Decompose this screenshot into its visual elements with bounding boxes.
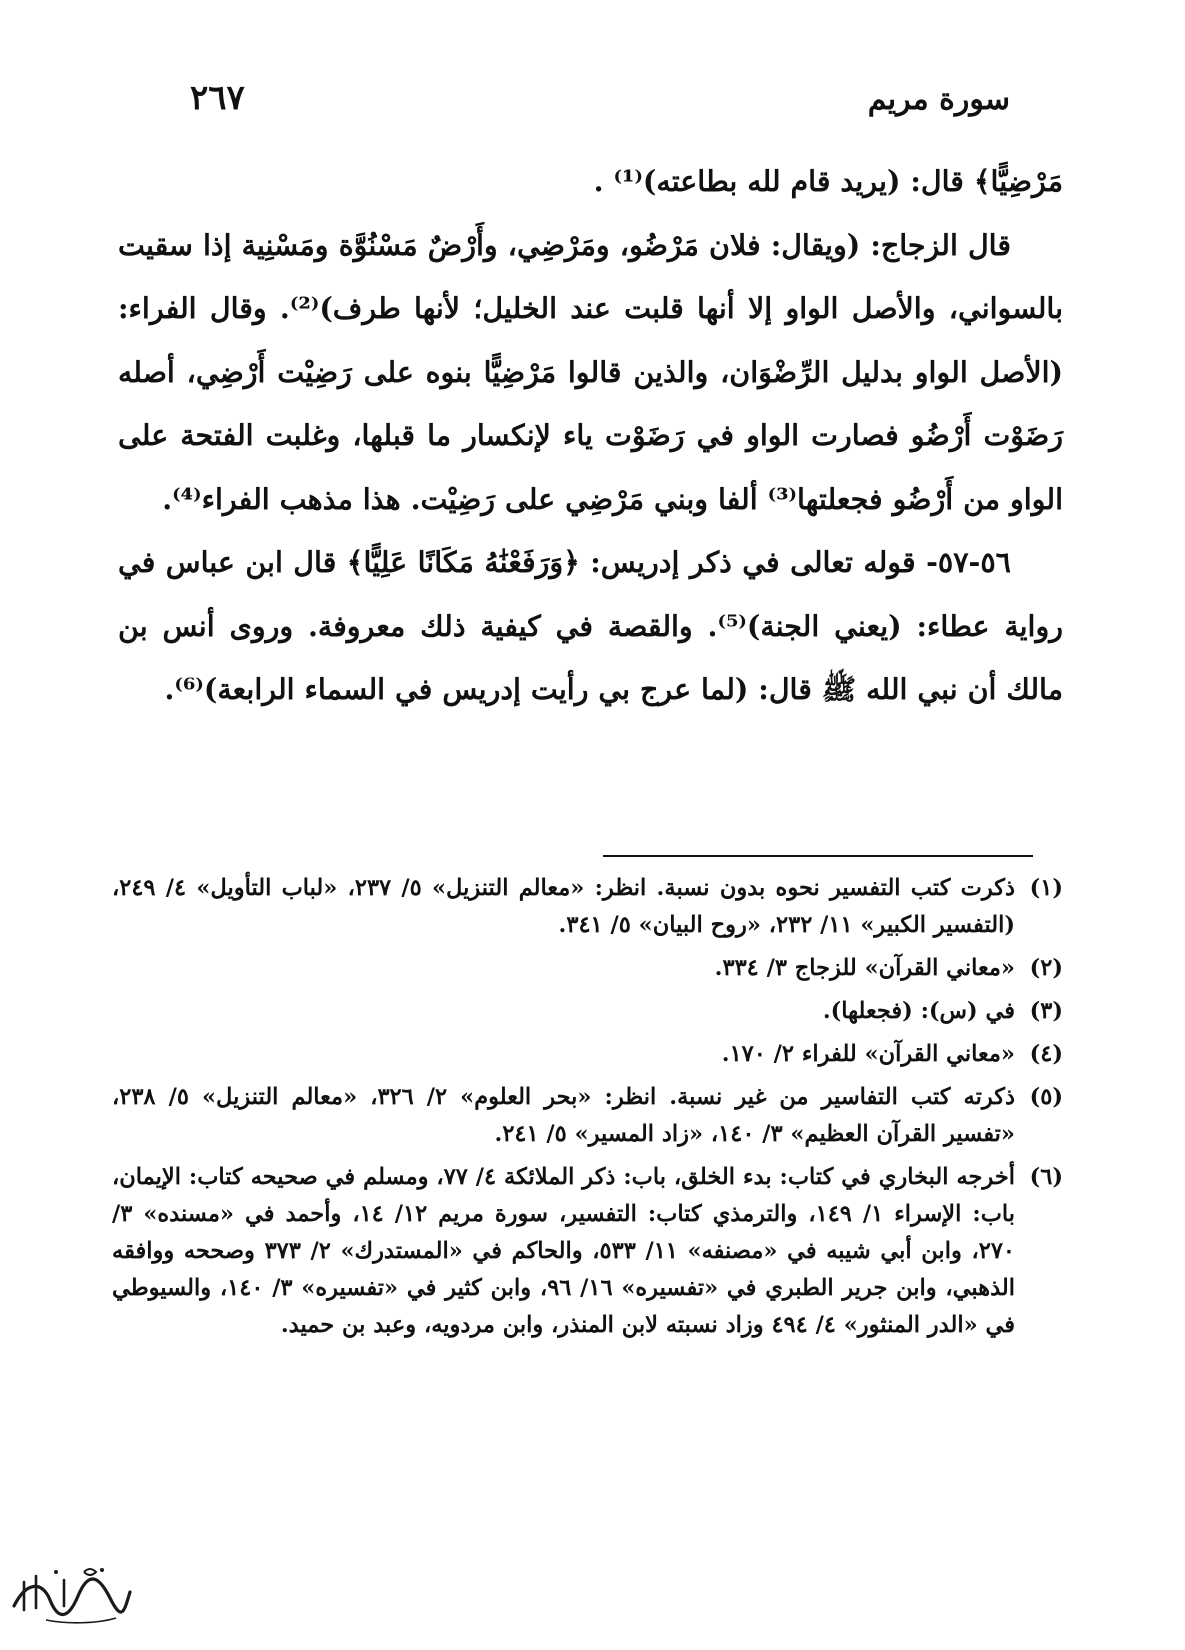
footnote-text: في (س): (فجعلها). [822,998,1015,1024]
footnote-number: (١) [1029,875,1063,901]
footnote-text: «معاني القرآن» للفراء ٢/ ١٧٠. [721,1041,1015,1067]
body-paragraph: مَرْضِيًّا﴾ قال: (يريد قام لله بطاعته)⁽¹⁾ . [593,164,1063,198]
footnote [112,1159,1063,1344]
page-number: ٢٦٧ [190,78,245,118]
footnote [112,1036,1063,1073]
footnote-number: (٦) [1029,1164,1063,1190]
running-title: سورة مريم [867,82,1010,117]
footnote-text: ذكرت كتب التفسير نحوه بدون نسبة. انظر: «معالم التنزيل» ٥/ ٢٣٧، «لباب التأويل» ٤/ ٢٤٩، (التفسير الكبير» ١١/ ٢٣٢، «روح البيان» ٥/ ٣٤١. [112,875,1015,938]
main-body [118,150,1063,722]
footnote [112,950,1063,987]
footnote-number: (٥) [1029,1084,1063,1110]
footnote-number: (٢) [1029,955,1063,981]
footnote-text: أخرجه البخاري في كتاب: بدء الخلق، باب: ذكر الملائكة ٤/ ٧٧، ومسلم في صحيحه كتاب: الإيمان، باب: الإسراء ١/ ١٤٩، والترمذي كتاب: التفسير، سورة مريم ١٢/ ١٤، وأحمد في «مسنده» ٣/ ٢٧٠، وابن أبي شيبه في «مصنفه» ١١/ ٥٣٣، والحاكم في «المستدرك» ٢/ ٣٧٣ وصححه ووافقه الذهبي، وابن جرير الطبري في «تفسيره» ١٦/ ٩٦، وابن كثير في «تفسيره» ٣/ ١٤٠، والسيوطي في «الدر المنثور» ٤/ ٤٩٤ وزاد نسبته لابن المنذر، وابن مردويه، وعبد بن حميد. [112,1164,1015,1338]
footnote-number: (٣) [1029,998,1063,1024]
footnote-separator [603,855,1033,857]
body-paragraph: ٥٦-٥٧- قوله تعالى في ذكر إدريس: ﴿وَرَفَعْنَٰهُ مَكَانًا عَلِيًّا﴾ قال ابن عباس في رواية عطاء: (يعني الجنة)⁽⁵⁾. والقصة في كيفية ذلك معروفة. وروى أنس بن مالك أن نبي الله ﷺ قال: (لما عرج بي رأيت إدريس في السماء الرابعة)⁽⁶⁾. [118,545,1063,706]
footnote-text: «معاني القرآن» للزجاج ٣/ ٣٣٤. [714,955,1015,981]
footnote [112,993,1063,1030]
footnote-number: (٤) [1029,1041,1063,1067]
footnotes [112,870,1063,1350]
page-header [190,78,1010,126]
footnote [112,1079,1063,1153]
body-paragraph: قال الزجاج: (ويقال: فلان مَرْضُو، ومَرْضِي، وأَرْضٌ مَسْنُوَّة ومَسْنِية إذا سقيت بالسواني، والأصل الواو إلا أنها قلبت عند الخليل؛ لأنها طرف)⁽²⁾. وقال الفراء: (الأصل الواو بدليل الرِّضْوَان، والذين قالوا مَرْضِيًّا بنوه على رَضِيْت أَرْضِي، أصله رَضَوْت أَرْضُو فصارت الواو في رَضَوْت ياء لإنكسار ما قبلها، وغلبت الفتحة على الواو من أَرْضُو فجعلتها⁽³⁾ ألفا وبني مَرْضِي على رَضِيْت. هذا مذهب الفراء⁽⁴⁾. [118,227,1063,516]
footnote-text: ذكرته كتب التفاسير من غير نسبة. انظر: «بحر العلوم» ٢/ ٣٢٦، «معالم التنزيل» ٥/ ٢٣٨، «تفسير القرآن العظيم» ٣/ ١٤٠، «زاد المسير» ٥/ ٢٤١. [112,1084,1015,1147]
watermark-logo [6,1562,136,1628]
footnote [112,870,1063,944]
